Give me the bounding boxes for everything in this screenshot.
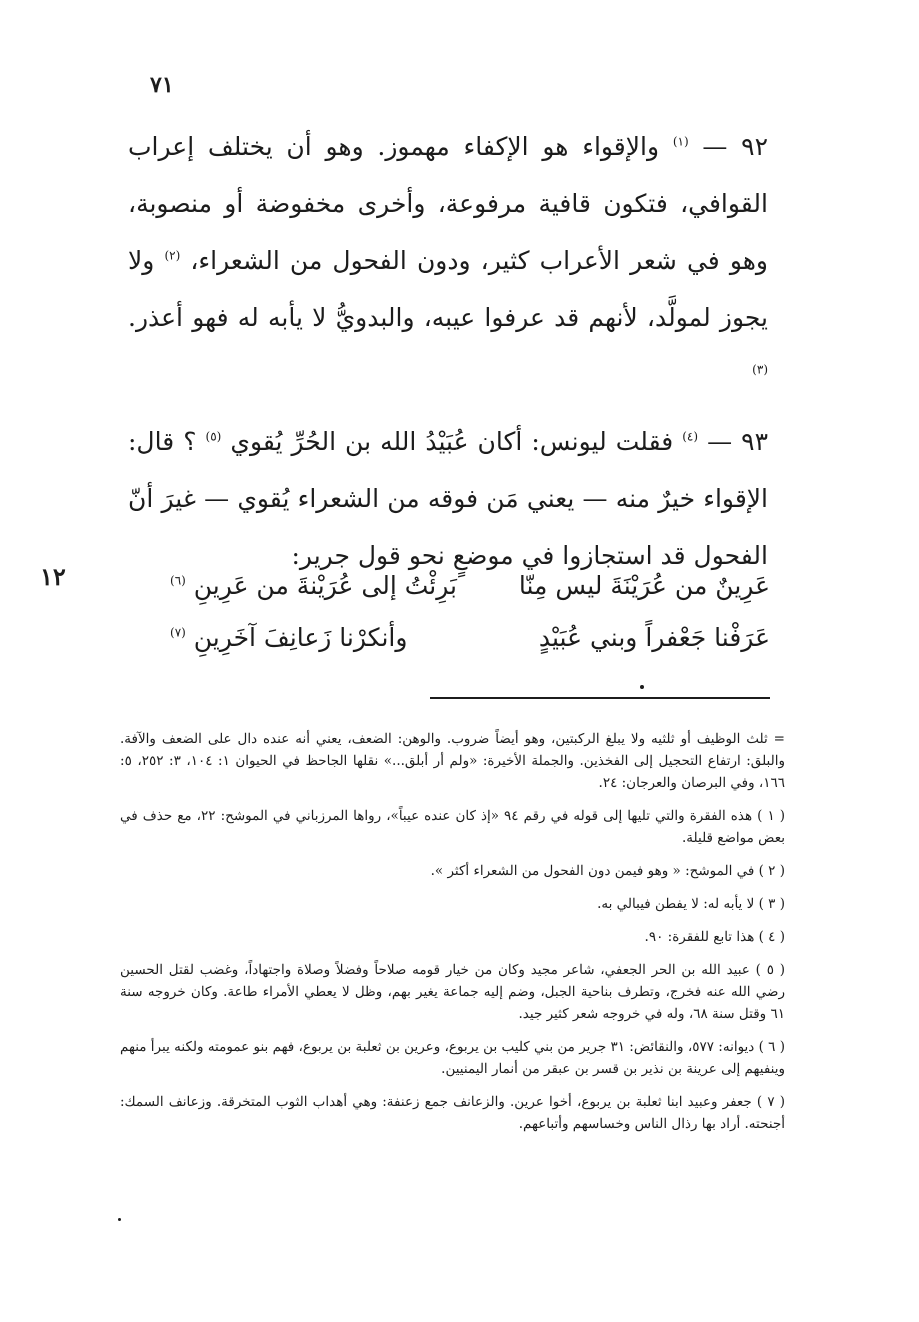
paragraph-93 [128, 413, 768, 584]
footnote-separator [430, 697, 770, 699]
footnote-6: ( ٦ ) ديوانه: ٥٧٧، والنقائض: ٣١ جرير من بني كليب بن يربوع، وعرين بن ثعلبة بن يربوع، فهم بنو عمومته ولكنه يبرأ منهم وينفيهم إلى عرينة بن نذير بن قسر بن عبقر من أنمار اليمنيين. [120, 1039, 785, 1077]
stray-dot [118, 1218, 121, 1221]
footnote-ref: (٢) [164, 248, 181, 263]
footnote-ref: (٧) [170, 625, 186, 640]
footnote-3: ( ٣ ) لا يأبه له: لا يفطن فيبالي به. [597, 896, 785, 912]
poetry-verses [170, 560, 770, 664]
main-text [128, 118, 768, 594]
paragraph-92 [128, 118, 768, 403]
verse-text: وأنكرْنا زَعانِفَ آخَرِينِ [193, 623, 408, 652]
verse-second-hemistich [170, 612, 407, 664]
paragraph-text: ولا يجوز لمولَّد، لأنهم قد عرفوا عيبه، والبدويُّ لا يأبه له فهو أعذر. [128, 246, 768, 332]
verse-row [170, 612, 770, 664]
page-number: ٧١ [150, 72, 174, 98]
verse-text: بَرِئْتُ إلى عُرَيْنةَ من عَرِينِ [193, 571, 457, 600]
paragraph-text: والإقواء هو الإكفاء مهموز. وهو أن يختلف إعراب القوافي، فتكون قافية مرفوعة، وأخرى مخفوضة أو منصوبة، وهو في شعر الأعراب كثير، ودون الفحول من الشعراء، [128, 132, 769, 275]
separator-dot [640, 685, 644, 689]
footnote-ref: (٣) [752, 362, 768, 377]
verse-row [170, 560, 770, 612]
paragraph-number: ٩٣ — [707, 427, 769, 456]
paragraph-text: فقلت ليونس: أكان عُبَيْدُ الله بن الحُرِّ يُقوي [230, 427, 674, 456]
paragraph-text: ؟ قال: الإقواء خيرٌ منه — يعني مَن فوقه من الشعراء يُقوي — غيرَ أنّ الفحول قد استجازوا في موضعٍ نحو قول جرير: [128, 427, 768, 570]
footnote-5: ( ٥ ) عبيد الله بن الحر الجعفي، شاعر مجيد وكان من خيار قومه صلاحاً وفضلاً وصلاة واجتهاداً، وغضب لقتل الحسين رضي الله عنه فخرج، وتطرف بناحية الجبل، وضم إليه جماعة يغير بهم، وظل لا يعطي الأمراء طاعة. وكان خروجه سنة ٦١ وقتل سنة ٦٨، وله في خروجه شعر كثير جيد. [120, 962, 785, 1022]
footnote-ref: (١) [672, 134, 689, 149]
footnote-continuation: = ثلث الوظيف أو ثلثيه ولا يبلغ الركبتين، وهو أيضاً ضروب. والوهن: الضعف، يعني أنه عنده دال على الضعف والآفة. والبلق: ارتفاع التحجيل إلى الفخذين. والجملة الأخيرة: «ولم أر أبلق...» نقلها الجاحظ في الحيوان ١: ١٠٤، ٣: ٢٥٢، ٥: ١٦٦، وفي البرصان والعرجان: ٢٤. [120, 731, 785, 791]
footnote-1: ( ١ ) هذه الفقرة والتي تليها إلى قوله في رقم ٩٤ «إذ كان عنده عيباً»، رواها المرزباني في الموشح: ٢٢، مع حذف في بعض مواضع قليلة. [120, 808, 786, 846]
margin-number: ١٢ [40, 562, 66, 591]
verse-first-hemistich: عَرَفْنا جَعْفراً وبني عُبَيْدٍ [538, 623, 770, 652]
verse-first-hemistich: عَرِينٌ من عُرَيْنَةَ ليس مِنّا [518, 571, 770, 600]
footnote-ref: (٤) [682, 429, 699, 444]
verse-second-hemistich [170, 560, 457, 612]
footnote-ref: (٦) [170, 573, 186, 588]
footnote-7: ( ٧ ) جعفر وعبيد ابنا ثعلبة بن يربوع، أخوا عرين. والزعانف جمع زعنفة: وهي أهداب الثوب المتخرقة. وزعانف السمك: أجنحته. أراد بها رذال الناس وخساسهم وأتباعهم. [120, 1094, 785, 1132]
footnote-2: ( ٢ ) في الموشح: « وهو فيمن دون الفحول من الشعراء أكثر ». [430, 863, 785, 879]
footnotes [120, 728, 785, 1146]
footnote-4: ( ٤ ) هذا تابع للفقرة: ٩٠. [644, 929, 785, 945]
footnote-ref: (٥) [205, 429, 222, 444]
paragraph-number: ٩٢ — [702, 132, 769, 161]
